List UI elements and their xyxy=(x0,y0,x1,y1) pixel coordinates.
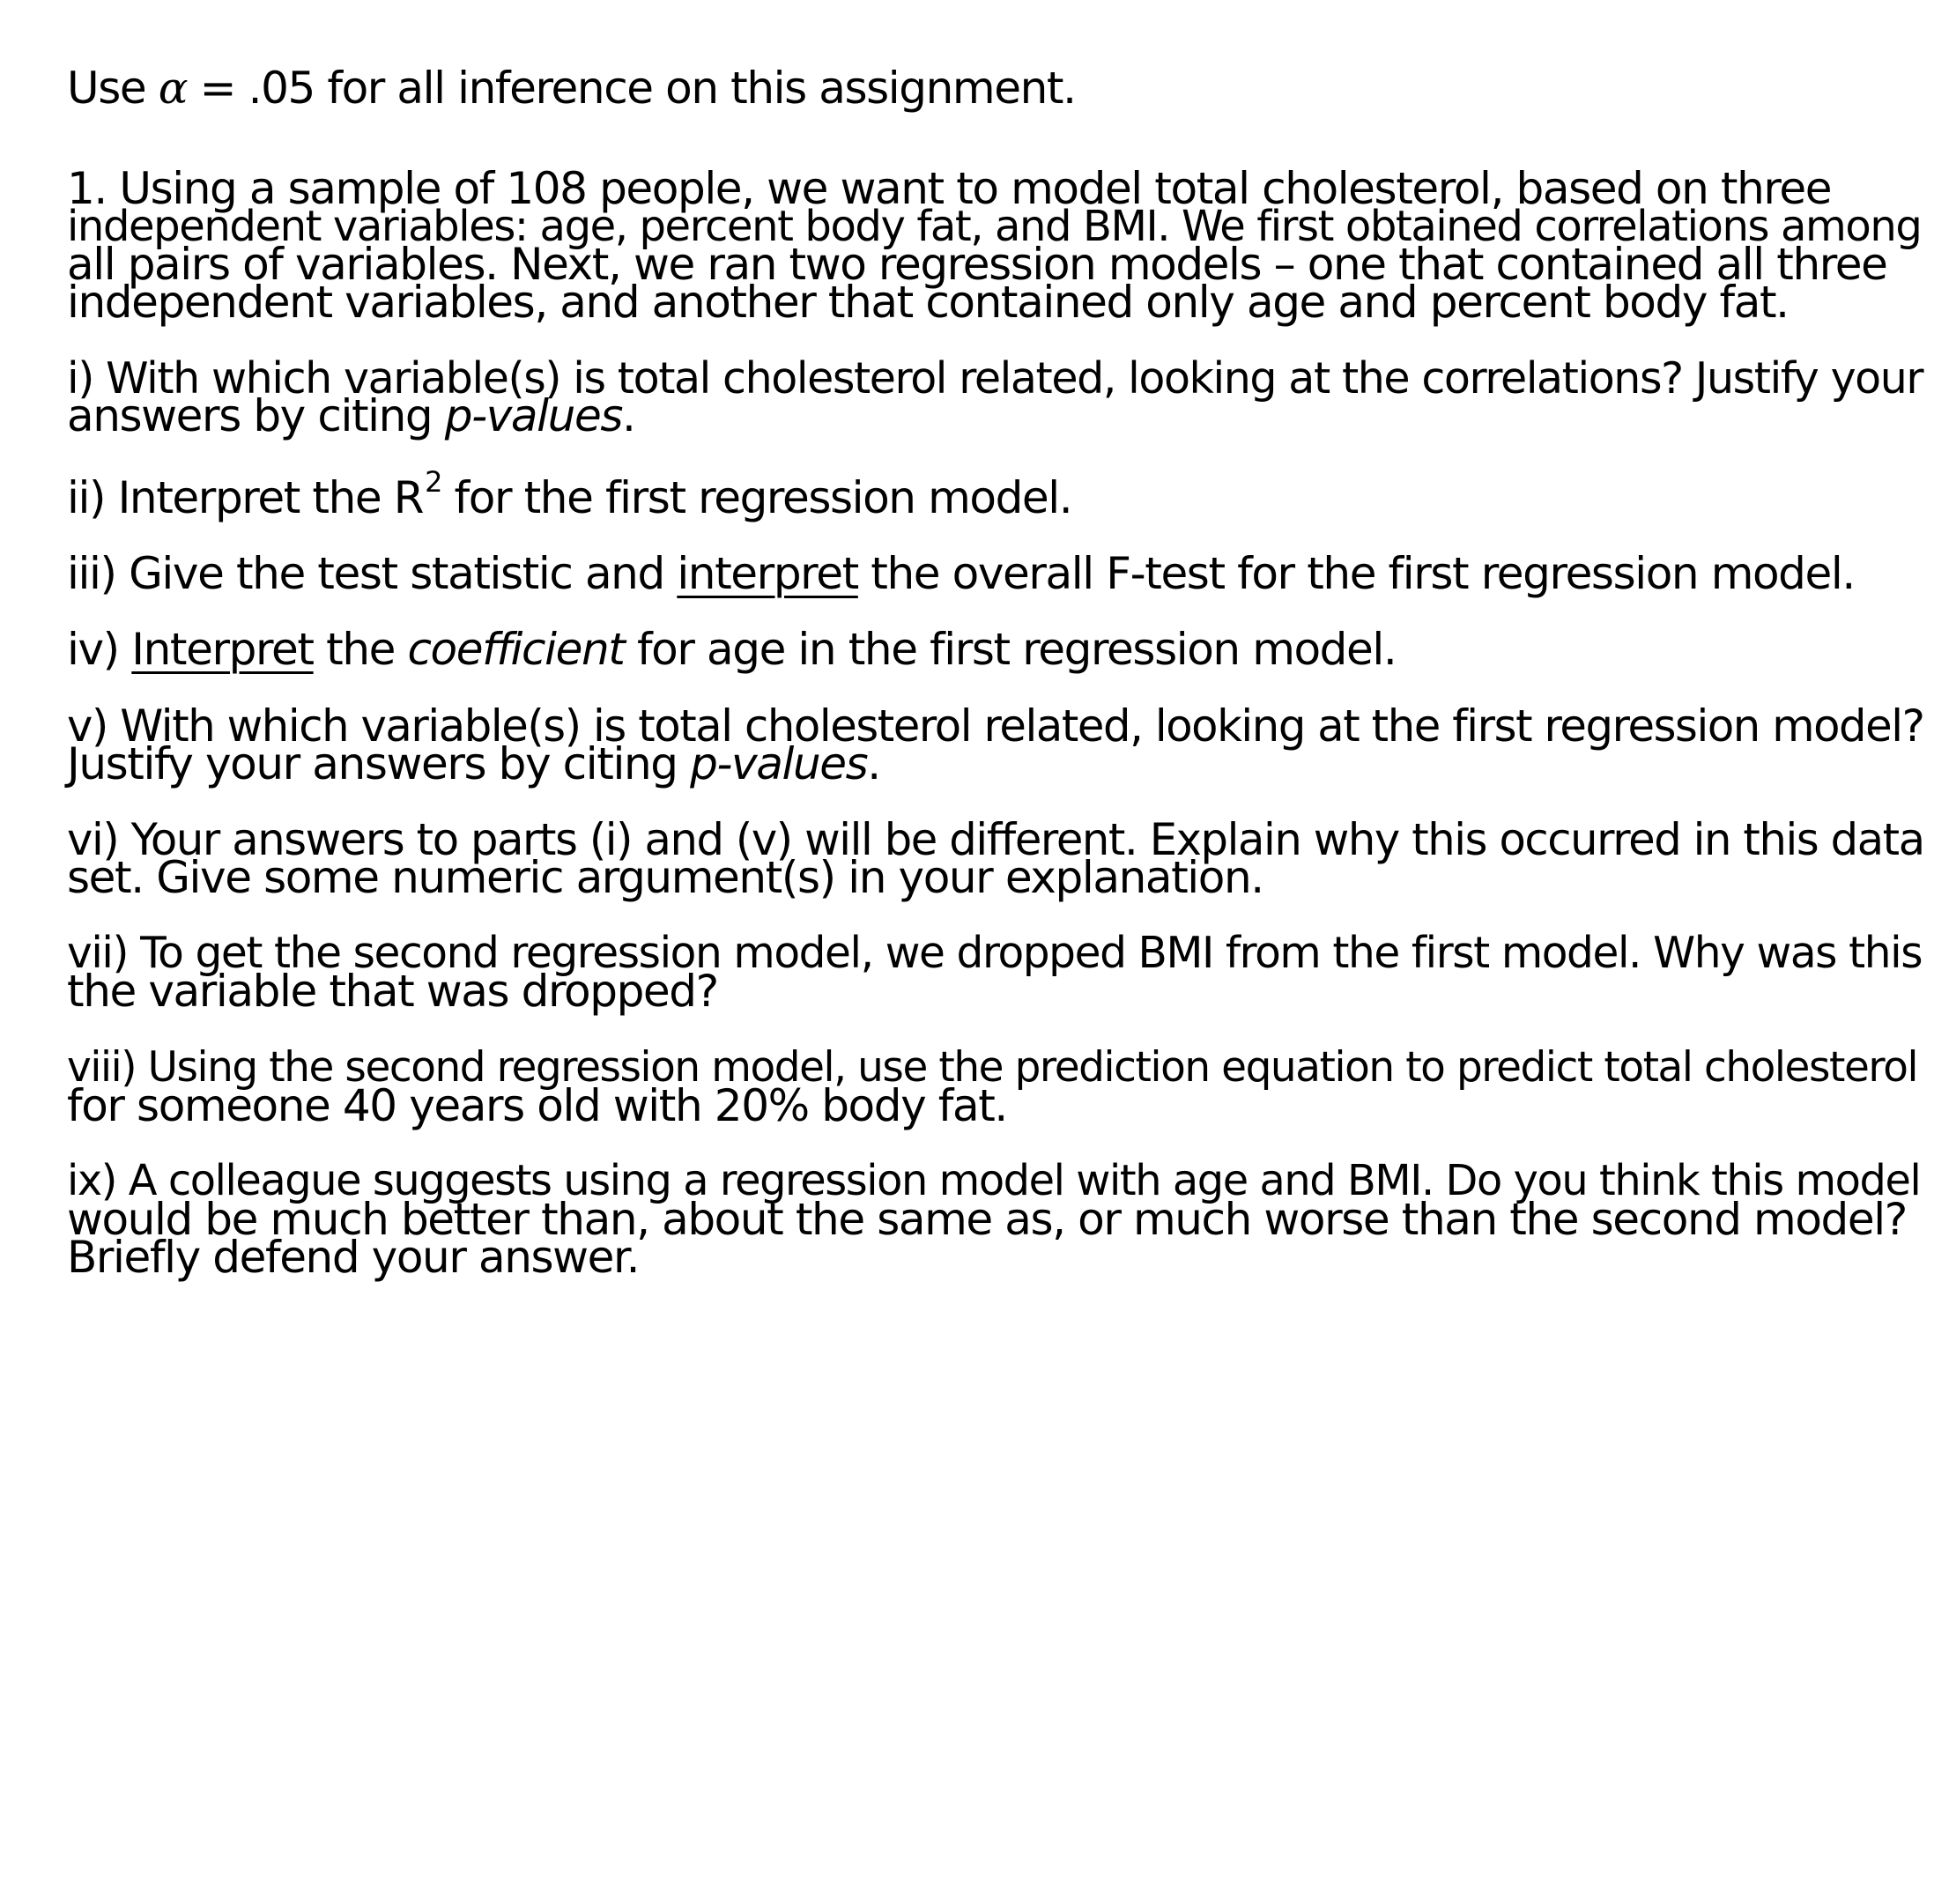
part-ix-line-3: Briefly defend your answer. xyxy=(67,1232,640,1283)
part-v-text: Justify your answers by citing xyxy=(67,738,691,789)
assignment-page xyxy=(67,0,1926,1904)
interpret-underlined: interpret xyxy=(677,548,858,599)
question-intro-line-4: independent variables, and another that contained only age and percent body fat. xyxy=(67,277,1789,328)
part-ii-text: ii) Interpret the R xyxy=(67,472,424,523)
part-ix-line-1: ix) A colleague suggests using a regression model with age and BMI. Do you think this model xyxy=(67,1157,1921,1205)
p-values-term: p-values xyxy=(444,390,622,441)
part-iii-rest: the overall F-test for the first regression model. xyxy=(857,548,1855,599)
alpha-instruction-rest: = .05 for all inference on this assignment. xyxy=(187,63,1076,114)
coefficient-term: coefficient xyxy=(407,624,625,675)
part-vii-line-2: the variable that was dropped? xyxy=(67,966,718,1017)
part-viii-line-2: for someone 40 years old with 20% body fat. xyxy=(67,1080,1007,1131)
question-intro-line-1: 1. Using a sample of 108 people, we want to model total cholesterol, based on three xyxy=(67,163,1832,214)
part-iii-text: iii) Give the test statistic and xyxy=(67,548,678,599)
part-v-line-1: v) With which variable(s) is total cholesterol related, looking at the first regression model? xyxy=(67,700,1924,752)
question-intro-line-3: all pairs of variables. Next, we ran two regression models – one that contained all three xyxy=(67,239,1887,290)
part-vi-line-1: vi) Your answers to parts (i) and (v) will be different. Explain why this occurred in this data xyxy=(67,814,1924,865)
interpret-underlined: Interpret xyxy=(131,624,314,675)
part-v-period: . xyxy=(867,738,880,789)
part-ix-line-2: would be much better than, about the same as, or much worse than the second model? xyxy=(67,1194,1907,1245)
part-i-text: answers by citing xyxy=(67,390,445,441)
part-viii-line-1: viii) Using the second regression model, use the prediction equation to predict total cholesterol xyxy=(67,1043,1918,1092)
part-iv-text: the xyxy=(313,624,408,675)
alpha-symbol: α xyxy=(158,63,188,114)
part-iv xyxy=(67,622,1396,677)
part-v-line-2 xyxy=(67,737,880,791)
part-i-period: . xyxy=(621,390,635,441)
alpha-instruction xyxy=(67,61,1076,115)
r-squared-exponent: 2 xyxy=(425,465,442,499)
part-vii-line-1: vii) To get the second regression model, we dropped BMI from the first model. Why was this xyxy=(67,929,1923,978)
part-iv-rest: for age in the first regression model. xyxy=(624,624,1397,675)
part-iv-label: iv) xyxy=(67,624,132,675)
part-iii xyxy=(67,546,1855,601)
part-ii xyxy=(67,465,1072,530)
part-i-line-1: i) With which variable(s) is total cholesterol related, looking at the correlations? Justify your xyxy=(67,352,1923,404)
alpha-instruction-prefix: Use xyxy=(67,63,146,114)
part-vi-line-2: set. Give some numeric argument(s) in your explanation. xyxy=(67,852,1263,903)
p-values-term: p-values xyxy=(690,738,868,789)
question-intro-line-2: independent variables: age, percent body fat, and BMI. We first obtained correlations among xyxy=(67,202,1922,251)
part-i-line-2 xyxy=(67,389,634,443)
part-ii-rest: for the first regression model. xyxy=(441,472,1072,523)
